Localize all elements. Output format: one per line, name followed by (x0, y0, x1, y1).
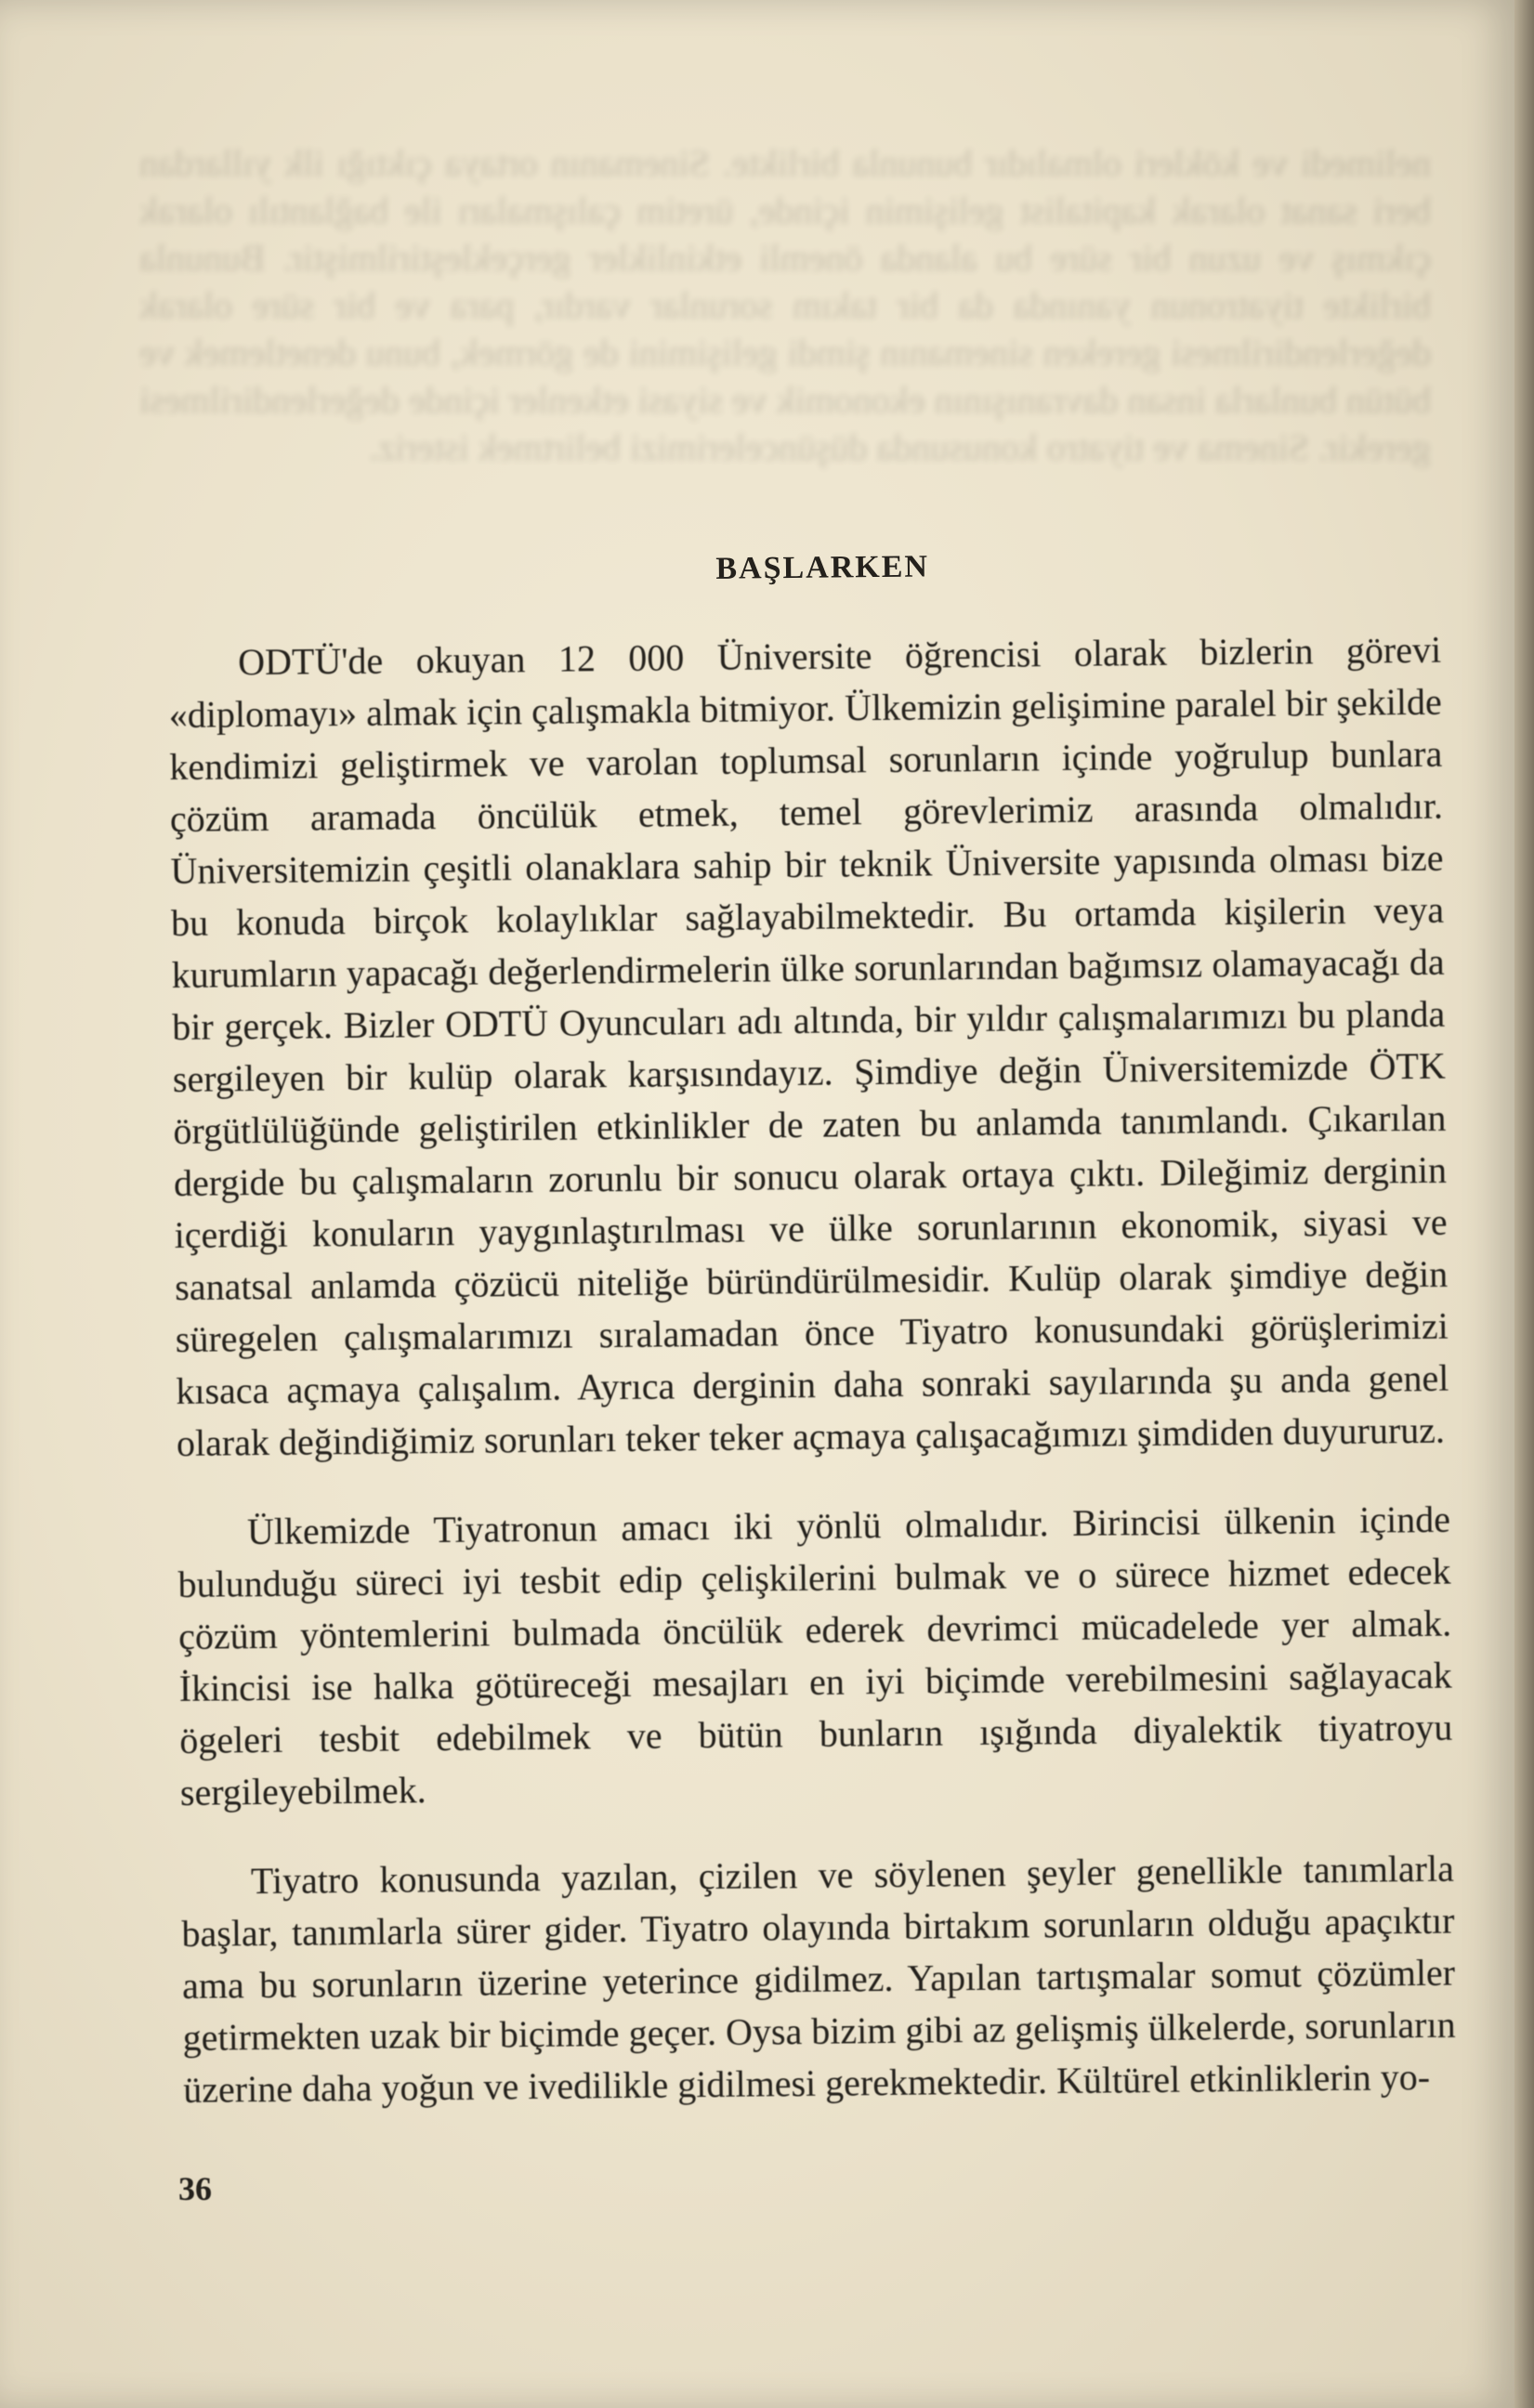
bleed-through-text (139, 139, 1431, 576)
page-heading: BAŞLARKEN (715, 549, 930, 586)
page-edge-shadow (1514, 0, 1534, 2408)
bleed-through-paragraph: nelimedi ve kökleri olmalıdır bununla birlikte. Sinemanın ortaya çıktığı ilk yıllardan beri sanat olarak kapitalist gelişimin içinde, üretim çalışmaları ile bağlantılı olarak çıkmış ve uzun bir süre bu alanda önemli etkinlikler gerçekleştirilmiştir. Bununla birlikte tiyatronun yanında da bir takım sorunlar vardır, para ve bir süre olarak değerlendirilmesi gereken sinemanın şimdi gelişimini de görmek, bunu denetlemek ve bütün bunlarla insan davranışının ekonomik ve siyasi etkenler içinde değerlendirilmesi gerekir. Sinema ve tiyatro konusunda düşüncelerimizi belirtmek isteriz. (139, 142, 1431, 468)
paragraph-1: ODTÜ'de okuyan 12 000 Üniversite öğrencisi olarak bizlerin görevi «diplomayı» almak için çalışmakla bitmiyor. Ülkemizin gelişimine paralel bir şekilde kendimizi geliştirmek ve varolan toplumsal sorunların içinde yoğrulup bunlara çözüm aramada öncülük etmek, temel görevlerimiz arasında olmalıdır. Üniversitemizin çeşitli olanaklara sahip bir teknik Üniversite yapısında olması bize bu konuda birçok kolaylıklar sağlayabilmektedir. Bu ortamda kişilerin veya kurumların yapacağı değerlendirmelerin ülke sorunlarından bağımsız olamayacağı da bir gerçek. Bizler ODTÜ Oyuncuları adı altında, bir yıldır çalışmalarımızı bu planda sergileyen bir kulüp olarak karşısındayız. Şimdiye değin Üniversitemizde ÖTK örgütlülüğünde geliştirilen etkinlikler de zaten bu anlamda tanımlandı. Çıkarılan dergide bu çalışmaların zorunlu bir sonucu olarak ortaya çıktı. Dileğimiz derginin içerdiği konuların yaygınlaştırılması ve ülke sorunlarının ekonomik, siyasi ve sanatsal anlamda çözücü niteliğe büründürülmesidir. Kulüp olarak şimdiye değin süregelen çalışmalarımızı sıralamadan önce Tiyatro konusundaki görüşlerimizi kısaca açmaya çalışalım. Ayrıca derginin daha sonraki sayılarında şu anda genel olarak değindiğimiz sorunları teker teker açmaya çalışacağımızı şimdiden duyururuz. (168, 628, 1449, 1464)
paragraph-3: Tiyatro konusunda yazılan, çizilen ve söylenen şeyler genellikle tanımlarla başlar, tanımlarla sürer gider. Tiyatro olayında birtakım sorunların olduğu apaçıktır ama bu sorunların üzerine yeterince gidilmez. Yapılan tartışmalar somut çözümler getirmekten uzak bir biçimde geçer. Oysa bizim gibi az gelişmiş ülkelerde, sorunların üzerine daha yoğun ve ivedilikle gidilmesi gerekmektedir. Kültürel etkinliklerin yo- (181, 1847, 1456, 2111)
page-body (167, 544, 1457, 2153)
paragraph-2: Ülkemizde Tiyatronun amacı iki yönlü olmalıdır. Birincisi ülkenin içinde bulunduğu süreci iyi tesbit edip çelişkilerini bulmak ve o sürece hizmet edecek çözüm yöntemlerini bulmada öncülük ederek devrimci mücadelede yer almak. İkincisi ise halka götüreceği mesajları en iyi biçimde verebilmesini sağlayacak ögeleri tesbit edebilmek ve bütün bunların ışığında diyalektik tiyatroyu sergileyebilmek. (177, 1498, 1453, 1813)
page-number: 36 (178, 2170, 212, 2207)
